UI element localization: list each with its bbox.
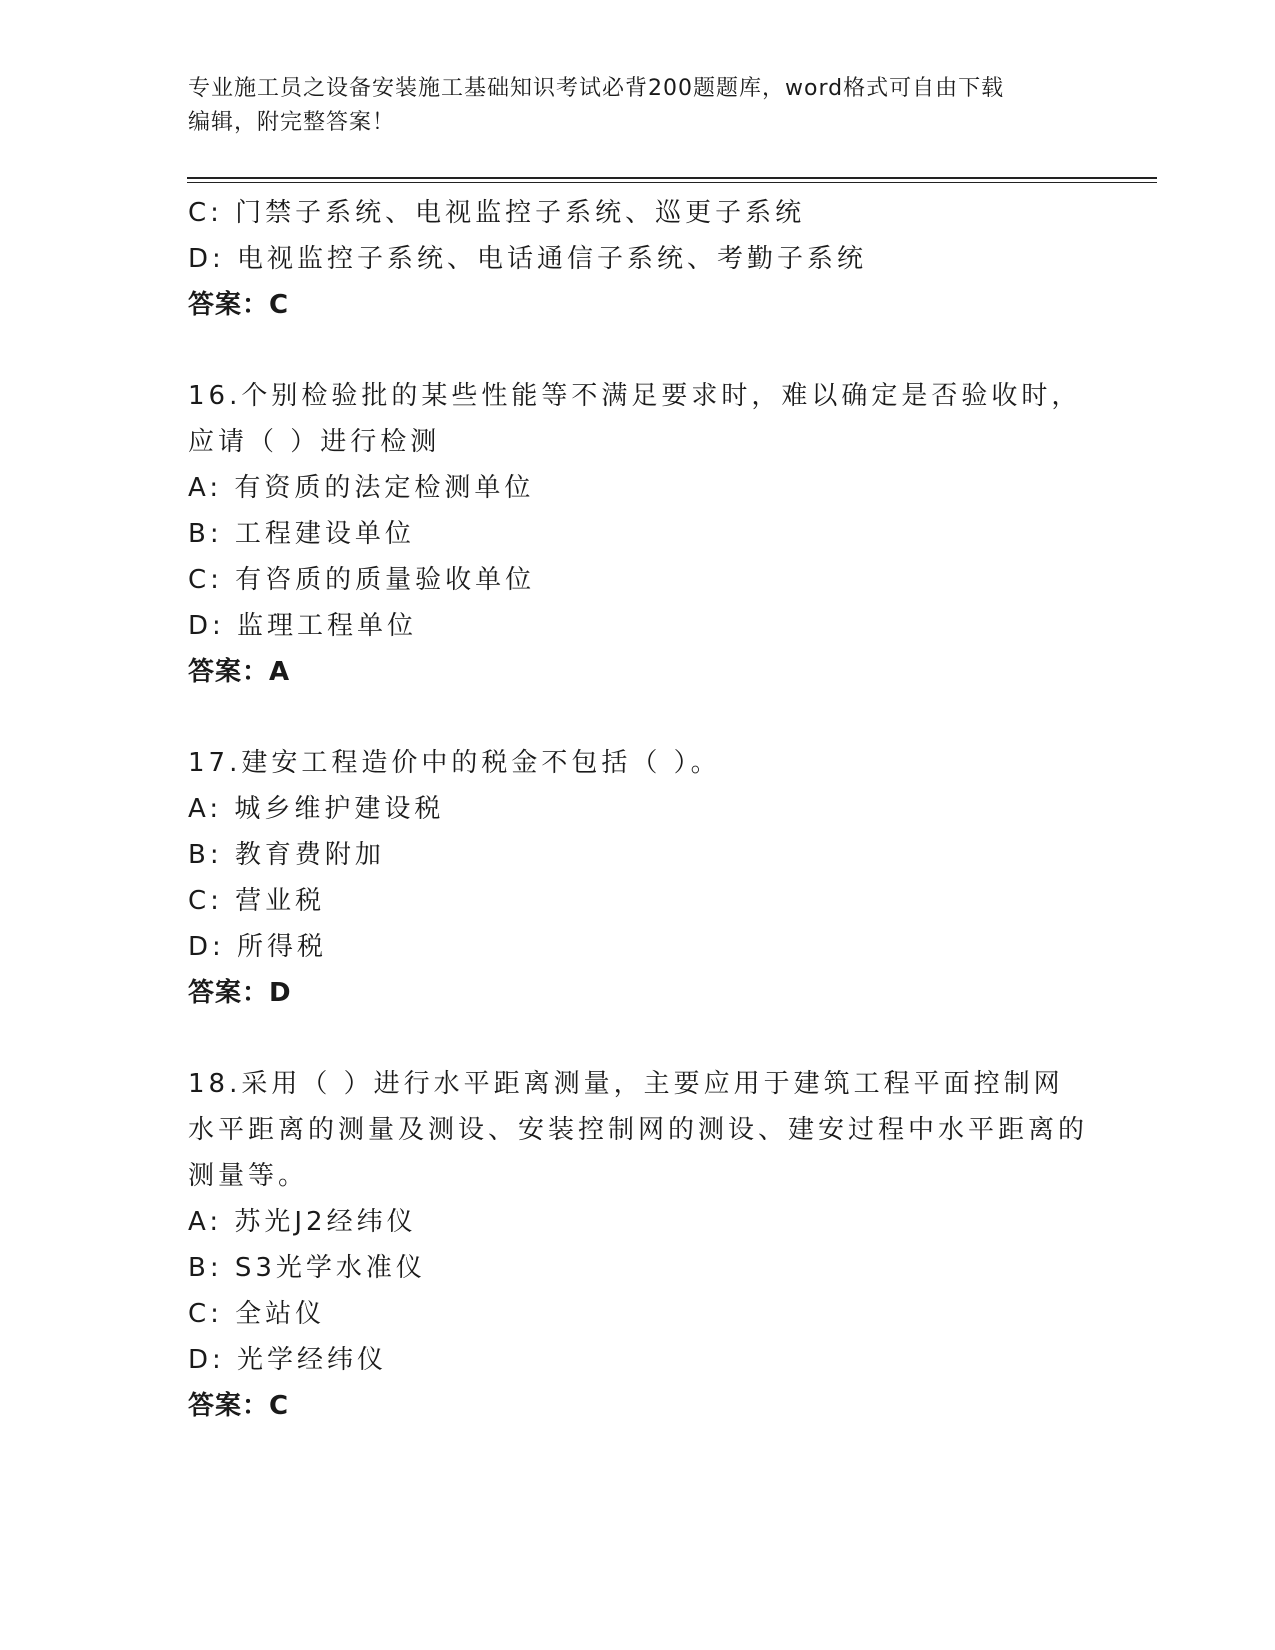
question-16-option-d: D: 监理工程单位 bbox=[188, 611, 418, 641]
question-16-text: 16.个别检验批的某些性能等不满足要求时，难以确定是否验收时，应请（ ）进行检测 bbox=[188, 381, 1082, 457]
question-18-option-d: D: 光学经纬仪 bbox=[188, 1345, 388, 1375]
question-17-option-a: A: 城乡维护建设税 bbox=[188, 794, 445, 824]
question-18-text: 18.采用（ ）进行水平距离测量，主要应用于建筑工程平面控制网水平距离的测量及测设、安装控制网的测设、建安过程中水平距离的测量等。 bbox=[188, 1069, 1089, 1191]
question-17-option-d: D: 所得税 bbox=[188, 932, 328, 962]
question-18-option-c: C: 全站仪 bbox=[188, 1299, 326, 1329]
question-16-answer: 答案：A bbox=[188, 657, 291, 687]
question-17-answer: 答案：D bbox=[188, 978, 292, 1008]
question-17-text: 17.建安工程造价中的税金不包括（ ）。 bbox=[188, 748, 721, 778]
question-15-option-c: C: 门禁子系统、电视监控子系统、巡更子系统 bbox=[188, 198, 806, 228]
document-header bbox=[188, 72, 1088, 140]
question-18-answer: 答案：C bbox=[188, 1391, 290, 1421]
question-16-option-b: B: 工程建设单位 bbox=[188, 519, 415, 549]
question-18 bbox=[188, 1061, 1088, 1429]
question-15-answer: 答案：C bbox=[188, 290, 290, 320]
spacer bbox=[188, 328, 1088, 373]
question-17 bbox=[188, 740, 1088, 1016]
question-16 bbox=[188, 373, 1088, 695]
question-16-option-a: A: 有资质的法定检测单位 bbox=[188, 473, 535, 503]
question-18-option-a: A: 苏光J2经纬仪 bbox=[188, 1207, 417, 1237]
spacer bbox=[188, 1016, 1088, 1061]
question-15-option-d: D: 电视监控子系统、电话通信子系统、考勤子系统 bbox=[188, 244, 868, 274]
question-17-option-c: C: 营业税 bbox=[188, 886, 326, 916]
header-title-line-1: 专业施工员之设备安装施工基础知识考试必背200题题库，word格式可自由下载 bbox=[188, 76, 1005, 101]
question-18-option-b: B: S3光学水准仪 bbox=[188, 1253, 426, 1283]
question-15-continued bbox=[188, 190, 1088, 328]
question-16-option-c: C: 有咨质的质量验收单位 bbox=[188, 565, 536, 595]
header-divider bbox=[187, 177, 1157, 183]
header-title-line-2: 编辑，附完整答案！ bbox=[188, 110, 396, 135]
question-17-option-b: B: 教育费附加 bbox=[188, 840, 385, 870]
spacer bbox=[188, 695, 1088, 740]
question-list bbox=[188, 190, 1088, 1429]
